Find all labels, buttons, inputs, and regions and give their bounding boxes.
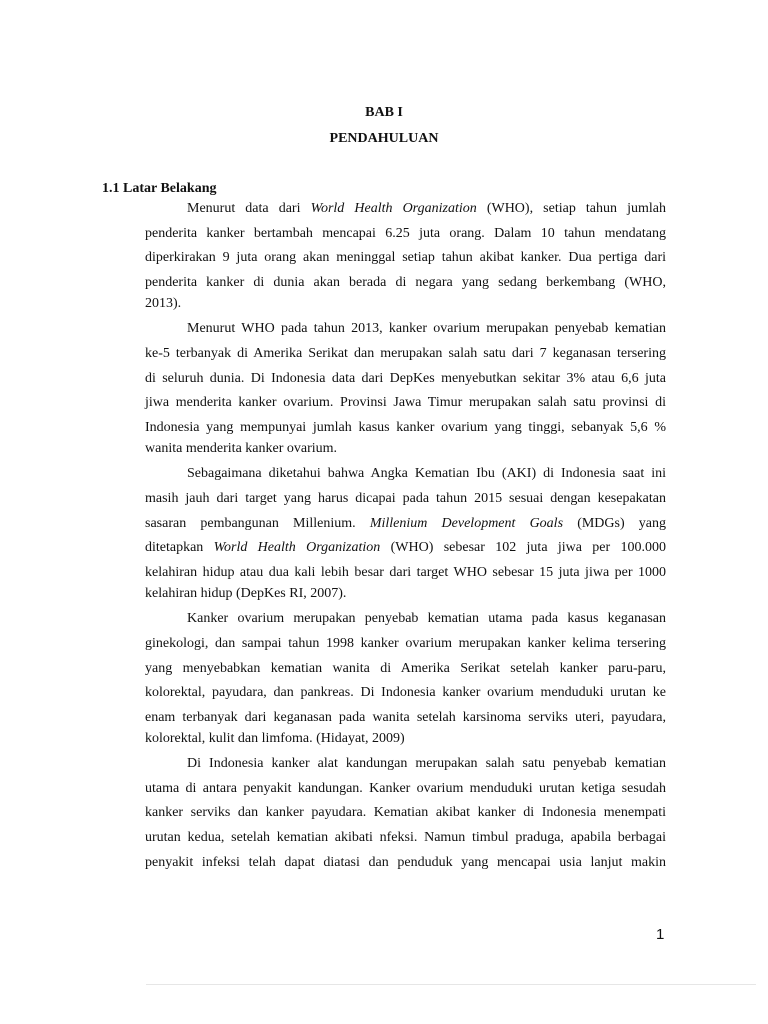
text-line: Di Indonesia kanker alat kandungan merupakan salah satu penyebab kematian xyxy=(187,756,666,772)
text-line: Menurut WHO pada tahun 2013, kanker ovarium merupakan penyebab kematian xyxy=(187,321,666,337)
text-line: 2013). xyxy=(145,296,182,312)
text-line: utama di antara penyakit kandungan. Kanker ovarium menduduki urutan ketiga sesudah xyxy=(145,780,666,796)
italic-term: World Health Organization xyxy=(213,540,381,556)
text-line: di seluruh dunia. Di Indonesia data dari DepKes menyebutkan sekitar 3% atau 6,6 juta xyxy=(145,370,666,386)
italic-term: Millenium Development Goals xyxy=(369,515,564,531)
text-line: ginekologi, dan sampai tahun 1998 kanker ovarium merupakan kanker kelima tersering xyxy=(145,635,666,651)
text-line: enam terbanyak dari keganasan pada wanita setelah karsinoma serviks uteri, payudara, xyxy=(145,709,666,725)
chapter-title: PENDAHULUAN xyxy=(329,131,439,146)
text-line: sasaran pembangunan Millenium. Millenium Development Goals (MDGs) yang xyxy=(145,515,667,531)
chapter-number: BAB I xyxy=(365,105,403,120)
text-line: kolorektal, kulit dan limfoma. (Hidayat, 2009) xyxy=(145,731,405,747)
text-line: yang menyebabkan kematian wanita di Amerika Serikat setelah kanker paru-paru, xyxy=(145,660,666,676)
paragraph xyxy=(145,317,666,458)
text-line: kelahiran hidup atau dua kali lebih besar dari target WHO sebesar 15 juta jiwa per 1000 xyxy=(145,564,666,580)
text-line: penyakit infeksi telah dapat diatasi dan penduduk yang mencapai usia lanjut makin xyxy=(145,854,666,870)
page-number: 1 xyxy=(656,926,665,943)
text-line: urutan kedua, setelah kematian akibati nfeksi. Namun timbul praduga, apabila berbagai xyxy=(145,830,666,846)
text-line: Kanker ovarium merupakan penyebab kematian utama pada kasus keganasan xyxy=(187,611,666,627)
text-line: kolorektal, payudara, dan pankreas. Di Indonesia kanker ovarium menduduki urutan ke xyxy=(145,685,666,701)
text-line: jiwa menderita kanker ovarium. Provinsi Jawa Timur merupakan salah satu provinsi di xyxy=(145,395,666,411)
paragraph xyxy=(145,197,666,313)
paragraph xyxy=(145,462,666,603)
text-line: masih jauh dari target yang harus dicapai pada tahun 2015 sesuai dengan kesepakatan xyxy=(145,490,666,506)
text-line: diperkirakan 9 juta orang akan meninggal setiap tahun akibat kanker. Dua pertiga dari xyxy=(145,250,666,266)
body-text xyxy=(145,197,666,875)
text-line: penderita kanker bertambah mencapai 6.25 juta orang. Dalam 10 tahun mendatang xyxy=(145,225,666,241)
section-heading: 1.1 Latar Belakang xyxy=(102,181,217,196)
paragraph xyxy=(145,752,666,875)
text-line: Sebagaimana diketahui bahwa Angka Kematian Ibu (AKI) di Indonesia saat ini xyxy=(187,466,666,482)
page-divider xyxy=(146,984,756,985)
text-line: ke-5 terbanyak di Amerika Serikat dan merupakan salah satu dari 7 keganasan tersering xyxy=(145,345,666,361)
text-line: Menurut data dari World Health Organization (WHO), setiap tahun jumlah xyxy=(187,201,666,216)
text-line: kelahiran hidup (DepKes RI, 2007). xyxy=(145,586,347,602)
text-line: ditetapkan World Health Organization (WHO) sebesar 102 juta jiwa per 100.000 xyxy=(145,540,666,556)
text-line: wanita menderita kanker ovarium. xyxy=(145,441,338,457)
text-line: Indonesia yang mempunyai jumlah kasus kanker ovarium yang tinggi, sebanyak 5,6 % xyxy=(145,419,666,435)
text-line: penderita kanker di dunia akan berada di negara yang sedang berkembang (WHO, xyxy=(145,274,666,290)
text-line: kanker serviks dan kanker payudara. Kematian akibat kanker di Indonesia menempati xyxy=(145,805,666,821)
paragraph xyxy=(145,607,666,748)
italic-term: World Health Organization xyxy=(310,201,477,216)
